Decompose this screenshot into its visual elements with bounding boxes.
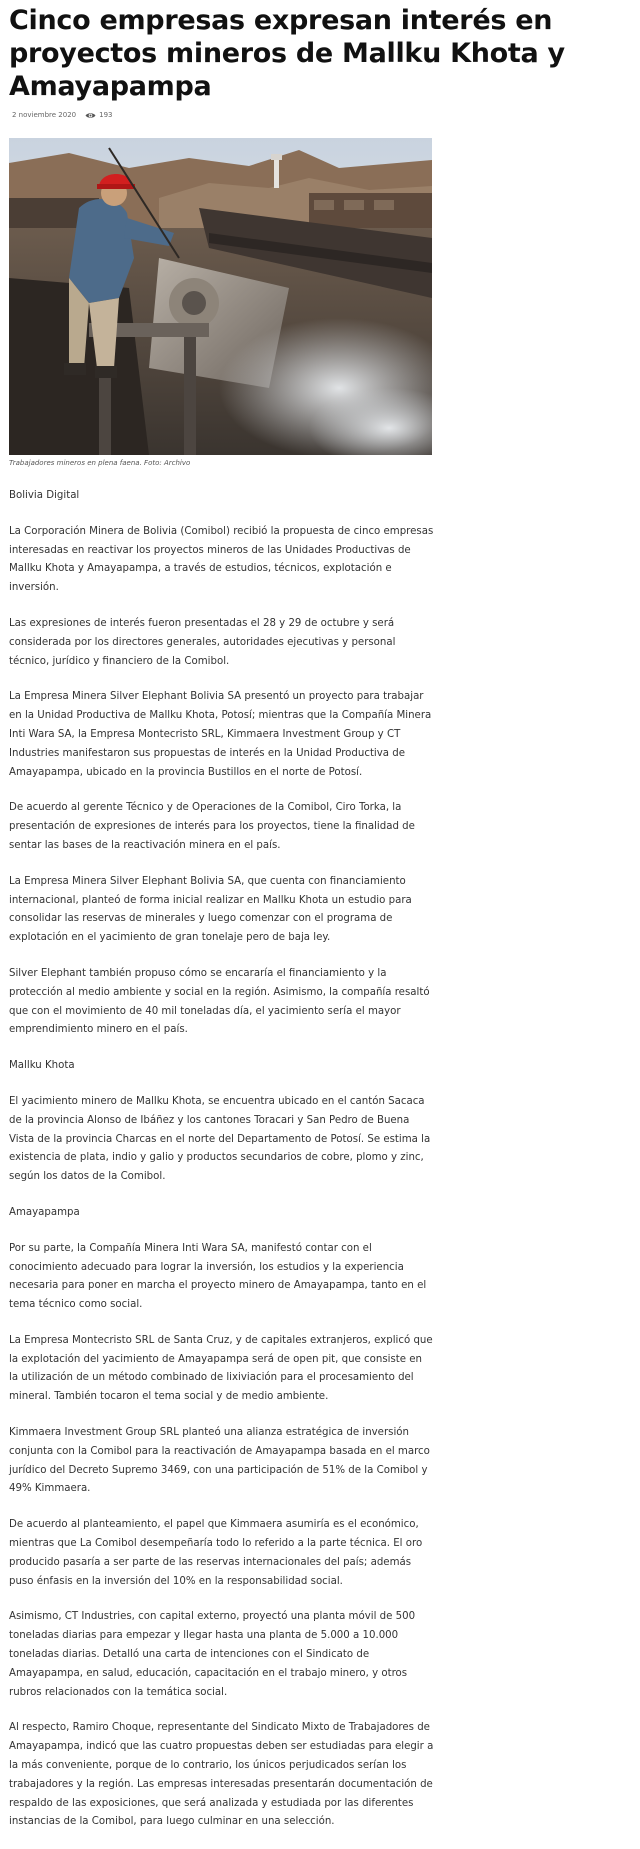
article-paragraph: Kimmaera Investment Group SRL planteó una alianza estratégica de inversión conjunta con la Comibol para la reactivación de Amayapampa basada en el marco jurídico del Decreto Supremo 3469, con una participación de 51% de la Comibol y 49% Kimmaera. xyxy=(9,1427,430,1495)
article-paragraph: El yacimiento minero de Mallku Khota, se encuentra ubicado en el cantón Sacaca de la provincia Alonso de Ibáñez y los cantones Toracari y San Pedro de Buena Vista de la provincia Charcas en el norte del Departamento de Potosí. Se estima la existencia de plata, indio y galio y productos secundarios de cobre, plomo y zinc, según los datos de la Comibol. xyxy=(9,1095,431,1183)
publish-date: 2 noviembre 2020 xyxy=(12,111,77,119)
article xyxy=(9,0,629,1828)
article-paragraph: Silver Elephant también propuso cómo se encararía el financiamiento y la protección al medio ambiente y social en la región. Asimismo, la compañía resaltó que con el movimiento de 40 mil toneladas día, el yacimiento sería el mayor emprendimiento minero en el país. xyxy=(9,967,430,1036)
article-paragraph: La Corporación Minera de Bolivia (Comibol) recibió la propuesta de cinco empresas interesadas en reactivar los proyectos mineros de las Unidades Productivas de Mallku Khota y Amayapampa, a través de estudios, técnicos, explotación e inversión. xyxy=(9,525,434,594)
article-paragraph: Asimismo, CT Industries, con capital externo, proyectó una planta móvil de 500 toneladas diarias para empezar y llegar hasta una planta de 5.000 a 10.000 toneladas diarias. Detalló una carta de intenciones con el Sindicato de Amayapampa, en salud, educación, capacitación en el trabajo minero, y otros rubros relacionados con la temática social. xyxy=(9,1611,416,1698)
section-heading-amayapampa: Amayapampa xyxy=(9,1206,80,1218)
article-paragraph: La Empresa Minera Silver Elephant Bolivia SA, que cuenta con financiamiento internacional, planteó de forma inicial realizar en Mallku Khota un estudio para consolidar las reservas de minerales y luego comenzar con el programa de explotación en el yacimiento de gran tonelaje pero de baja ley. xyxy=(9,875,412,944)
view-count xyxy=(85,111,112,119)
article-paragraph: De acuerdo al planteamiento, el papel que Kimmaera asumiría es el económico, mientras que La Comibol desempeñaría todo lo referido a la parte técnica. El oro producido pasaría a ser parte de las reservas internacionales del país; además puso énfasis en la inversión del 10% en la responsabilidad social. xyxy=(9,1519,423,1587)
article-title: Cinco empresas expresan interés en proyectos mineros de Mallku Khota y Amayapampa xyxy=(9,5,565,102)
article-paragraph: Las expresiones de interés fueron presentadas el 28 y 29 de octubre y será considerada por los directores generales, autoridades ejecutivas y personal técnico, jurídico y financiero de la Comibol. xyxy=(9,617,396,667)
article-paragraph: La Empresa Montecristo SRL de Santa Cruz, y de capitales extranjeros, explicó que la explotación del yacimiento de Amayapampa será de open pit, que consiste en la utilización de un método combinado de lixiviación para el procesamiento del mineral. También tocaron el tema social y de medio ambiente. xyxy=(9,1334,433,1403)
article-body xyxy=(9,487,434,1849)
article-paragraph: La Empresa Minera Silver Elephant Bolivia SA presentó un proyecto para trabajar en la Unidad Productiva de Mallku Khota, Potosí; mientras que la Compañía Minera Inti Wara SA, la Empresa Montecristo SRL, Kimmaera Investment Group y CT Industries manifestaron sus propuestas de interés en la Unidad Productiva de Amayapampa, ubicado en la provincia Bustillos en el norte de Potosí. xyxy=(9,691,432,778)
article-paragraph: Al respecto, Ramiro Choque, representante del Sindicato Mixto de Trabajadores de Amayapampa, indicó que las cuatro propuestas deben ser estudiadas para elegir a la más conveniente, porque de lo contrario, los únicos perjudicados serían los trabajadores y la región. Las empresas interesadas presentarán documentación de respaldo de las exposiciones, que será analizada y estudiada por las diferentes instancias de la Comibol, para luego culminar en una selección. xyxy=(9,1722,434,1828)
mining-photo xyxy=(9,138,432,455)
view-count-value: 193 xyxy=(99,111,113,119)
section-heading-mallku-khota: Mallku Khota xyxy=(9,1060,75,1072)
article-paragraph: De acuerdo al gerente Técnico y de Operaciones de la Comibol, Ciro Torka, la presentación de expresiones de interés para los proyectos, tiene la finalidad de sentar las bases de la reactivación minera en el país. xyxy=(9,802,415,851)
image-caption: Trabajadores mineros en plena faena. Foto: Archivo xyxy=(9,459,191,467)
eye-icon xyxy=(85,112,96,119)
article-source: Bolivia Digital xyxy=(9,490,80,501)
article-photo xyxy=(9,138,432,455)
article-meta xyxy=(9,110,629,120)
article-paragraph: Por su parte, la Compañía Minera Inti Wara SA, manifestó contar con el conocimiento adecuado para lograr la inversión, los estudios y la experiencia necesaria para poner en marcha el proyecto minero de Amayapampa, tanto en el tema técnico como social. xyxy=(9,1242,427,1311)
